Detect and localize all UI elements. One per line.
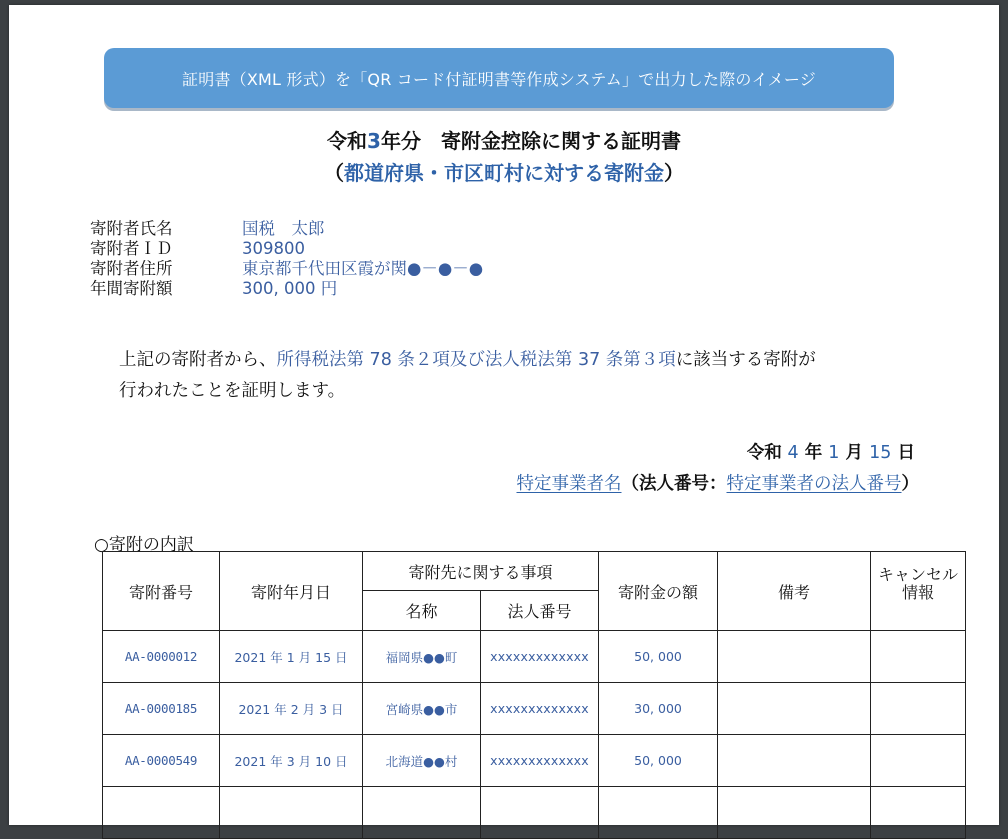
title-year: 3 (367, 129, 381, 153)
donation-breakdown-table (102, 551, 966, 839)
table-row: AA-0000185 2021 年 2 月 3 日 宮崎県●●市 xxxxxxxxxxxxx 30, 000 (103, 683, 966, 735)
donor-info (90, 219, 483, 299)
donor-id: 309800 (242, 239, 305, 258)
donor-address: 東京都千代田区霞が関●－●－● (242, 259, 484, 278)
annual-donation-amount: 300, 000 円 (242, 279, 338, 298)
header-recipient-corp-no: 法人番号 (481, 591, 599, 631)
donor-name-row: 寄附者氏名 国税 太郎 (90, 219, 325, 238)
header-remarks: 備考 (718, 552, 871, 631)
issuer-name: 特定事業者名 (516, 474, 622, 494)
table-row (103, 787, 966, 839)
header-recipient-group: 寄附先に関する事項 (363, 552, 599, 591)
donor-name: 国税 太郎 (242, 219, 325, 238)
header-donation-date: 寄附年月日 (220, 552, 363, 631)
issuer-info: 特定事業者名（法人番号：特定事業者の法人番号） (516, 474, 919, 494)
certification-statement: 上記の寄附者から、所得税法第 78 条２項及び法人税法第 37 条第３項に該当する寄附が 行われたことを証明します。 (119, 350, 816, 401)
annual-donation-row: 年間寄附額 300, 000 円 (90, 279, 338, 298)
table-row: AA-0000012 2021 年 1 月 15 日 福岡県●●町 xxxxxxxxxxxxx 50, 000 (103, 631, 966, 683)
document-title: 令和3年分 寄附金控除に関する証明書 (327, 129, 681, 153)
issue-date: 令和 4 年 1 月 15 日 (746, 443, 915, 463)
banner-text: 証明書（XML 形式）を「QR コード付証明書等作成システム」で出力した際のイメージ (182, 69, 816, 89)
table-row: AA-0000549 2021 年 3 月 10 日 北海道●●村 xxxxxxxxxxxxx 50, 000 (103, 735, 966, 787)
header-donation-no: 寄附番号 (103, 552, 220, 631)
issuer-corp-number: 特定事業者の法人番号 (726, 474, 902, 494)
header-amount: 寄附金の額 (599, 552, 718, 631)
pdf-page (9, 5, 999, 825)
header-recipient-name: 名称 (363, 591, 481, 631)
document-subtitle: （都道府県・市区町村に対する寄附金） (324, 161, 684, 185)
image-caption-banner (104, 48, 894, 108)
breakdown-section-title: ○寄附の内訳 (94, 535, 194, 555)
header-cancel-info: キャンセル 情報 (871, 552, 966, 631)
donor-address-row: 寄附者住所 東京都千代田区霞が関●－●－● (90, 259, 484, 278)
table-header-row (103, 552, 966, 591)
donor-id-row: 寄附者ＩＤ 309800 (90, 239, 305, 258)
law-reference: 所得税法第 78 条２項及び法人税法第 37 条第３項 (276, 350, 676, 370)
